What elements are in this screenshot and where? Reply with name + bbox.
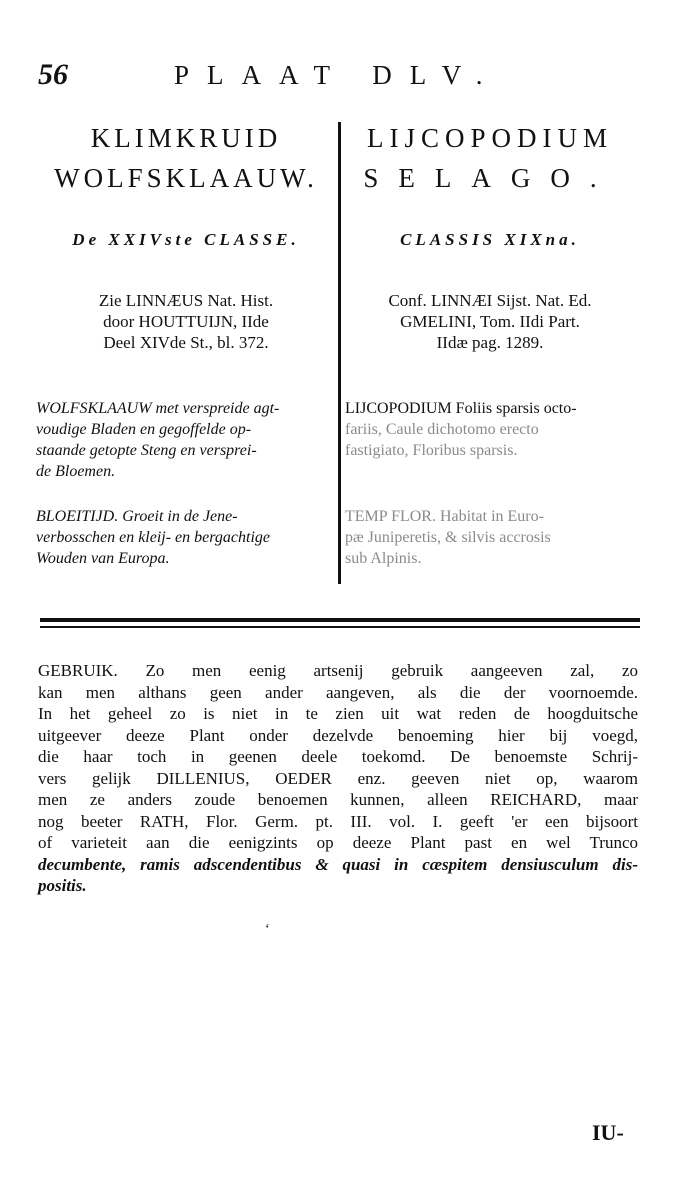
description-line: WOLFSKLAAUW met verspreide agt- — [36, 400, 280, 417]
running-head — [38, 58, 658, 94]
flowering-line: sub Alpinis. — [345, 550, 422, 567]
dutch-flowering-note — [36, 506, 336, 569]
latin-genus-title: LIJCOPODIUM — [366, 123, 613, 153]
description-line: staande getopte Steng en versprei- — [36, 442, 257, 459]
latin-species-title: SELAGO. — [363, 163, 617, 193]
reference-line: GMELINI, Tom. IIdi Part. — [400, 312, 580, 331]
flowering-line: Wouden van Europa. — [36, 550, 170, 567]
paragraph-line: In het geheel zo is niet in te zien uit wat reden de hoogduitsche — [38, 704, 638, 723]
paragraph-line: positis. — [38, 876, 87, 895]
flowering-line: BLOEITIJD. Groeit in de Jene- — [36, 508, 238, 525]
latin-class-line: CLASSIS XIXna. — [400, 230, 580, 249]
paragraph-line: kan men althans geen ander aangeven, als die der voornoemde. — [38, 682, 638, 702]
dutch-column — [36, 118, 336, 567]
paragraph-line: GEBRUIK. Zo men eenig artsenij gebruik aangeeven zal, zo — [38, 661, 638, 680]
flowering-line: TEMP FLOR. Habitat in Euro- — [345, 508, 544, 525]
reference-line: Zie LINNÆUS Nat. Hist. — [98, 291, 274, 310]
paragraph-line: vers gelijk DILLENIUS, OEDER enz. geeven niet op, waarom — [38, 768, 638, 788]
stray-mark: ‘ — [265, 922, 270, 937]
paragraph-line: die haar toch in geenen deele toekomd. De benoemste Schrij- — [38, 747, 638, 766]
description-line: fariis, Caule dichotomo erecto — [345, 421, 539, 438]
paragraph-line: of varieteit aan die eenigzints op deeze Plant past en wel Trunco — [38, 833, 638, 852]
latin-column — [345, 118, 635, 567]
reference-line: door HOUTTUIJN, IIde — [103, 312, 269, 331]
latin-description — [345, 398, 635, 461]
column-divider — [338, 122, 341, 584]
section-rule-thick — [40, 618, 640, 622]
dutch-class-line: De XXIVste CLASSE. — [72, 230, 300, 249]
latin-reference — [345, 290, 635, 353]
flowering-line: pæ Juniperetis, & silvis accrosis — [345, 529, 551, 546]
dutch-reference — [36, 290, 336, 353]
description-line: voudige Bladen en gegoffelde op- — [36, 421, 252, 438]
usage-paragraph — [38, 660, 638, 897]
dutch-species-title: WOLFSKLAAUW. — [54, 163, 318, 193]
latin-flowering-note — [345, 506, 635, 569]
plate-title: PLAAT DLV. — [174, 60, 501, 90]
paragraph-line: men ze anders zoude benoemen kunnen, alleen REICHARD, maar — [38, 790, 638, 809]
paragraph-line: uitgeever deeze Plant onder dezelvde benoeming hier bij voegd, — [38, 725, 638, 745]
description-line: fastigiato, Floribus sparsis. — [345, 442, 518, 459]
section-rule-thin — [40, 626, 640, 628]
dutch-genus-title: KLIMKRUID — [90, 123, 282, 153]
reference-line: Conf. LINNÆI Sijst. Nat. Ed. — [388, 291, 592, 310]
paragraph-line: nog beeter RATH, Flor. Germ. pt. III. vol. I. geeft 'er een bijsoort — [38, 811, 638, 831]
description-line: de Bloemen. — [36, 463, 116, 480]
dutch-description — [36, 398, 336, 482]
page-number: 56 — [38, 58, 68, 91]
reference-line: IIdæ pag. 1289. — [436, 333, 544, 352]
flowering-line: verbosschen en kleij- en bergachtige — [36, 529, 270, 546]
description-line: LIJCOPODIUM Foliis sparsis octo- — [345, 400, 577, 417]
paragraph-line: decumbente, ramis adscendentibus & quasi in cæspitem densiusculum dis- — [38, 854, 638, 874]
reference-line: Deel XIVde St., bl. 372. — [103, 333, 269, 352]
catchword: IU- — [592, 1120, 624, 1145]
